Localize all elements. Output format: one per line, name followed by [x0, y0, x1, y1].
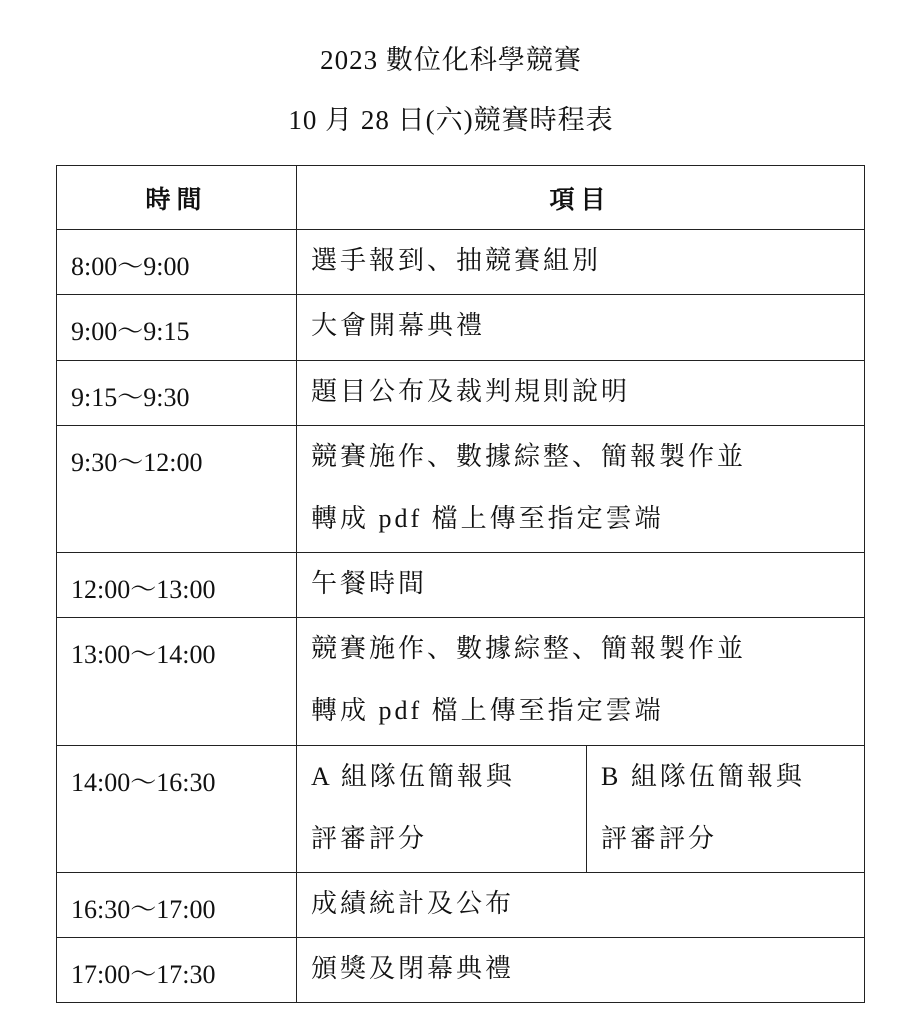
- table-row: [57, 618, 865, 746]
- time-cell: 9:15～9:30: [57, 361, 297, 426]
- table-row: [57, 938, 865, 1003]
- document-subtitle: 10 月 28 日(六)競賽時程表: [288, 105, 614, 135]
- item-cell: 頒獎及閉幕典禮: [297, 938, 865, 1003]
- item-cell: 午餐時間: [297, 553, 865, 618]
- table-row: [57, 361, 865, 426]
- table-row: [57, 295, 865, 361]
- item-cell: 選手報到、抽競賽組別: [297, 230, 865, 295]
- table-row: [57, 746, 865, 873]
- split-item-cell: [297, 746, 865, 873]
- time-cell: 13:00～14:00: [57, 618, 297, 746]
- header-time: 時間: [57, 166, 297, 230]
- header-item: 項目: [297, 166, 865, 230]
- item-cell: 大會開幕典禮: [297, 295, 865, 361]
- item-cell: 題目公布及裁判規則說明: [297, 361, 865, 426]
- table-row: [57, 426, 865, 553]
- table-row: [57, 230, 865, 295]
- table-row: [57, 553, 865, 618]
- schedule-table: [56, 165, 865, 1003]
- time-cell: 12:00～13:00: [57, 553, 297, 618]
- time-cell: 8:00～9:00: [57, 230, 297, 295]
- item-cell: 競賽施作、數據綜整、簡報製作並 轉成 pdf 檔上傳至指定雲端: [297, 618, 865, 746]
- time-cell: 17:00～17:30: [57, 938, 297, 1003]
- table-row: [57, 873, 865, 938]
- item-cell: 成績統計及公布: [297, 873, 865, 938]
- group-b-item: B 組隊伍簡報與 評審評分: [601, 762, 805, 853]
- table-header-row: [57, 166, 865, 230]
- time-cell: 16:30～17:00: [57, 873, 297, 938]
- item-cell: 競賽施作、數據綜整、簡報製作並 轉成 pdf 檔上傳至指定雲端: [297, 426, 865, 553]
- time-cell: 9:30～12:00: [57, 426, 297, 553]
- group-a-item: A 組隊伍簡報與 評審評分: [297, 746, 587, 872]
- time-cell: 14:00～16:30: [57, 746, 297, 873]
- document-title: 2023 數位化科學競賽: [320, 45, 582, 75]
- time-cell: 9:00～9:15: [57, 295, 297, 361]
